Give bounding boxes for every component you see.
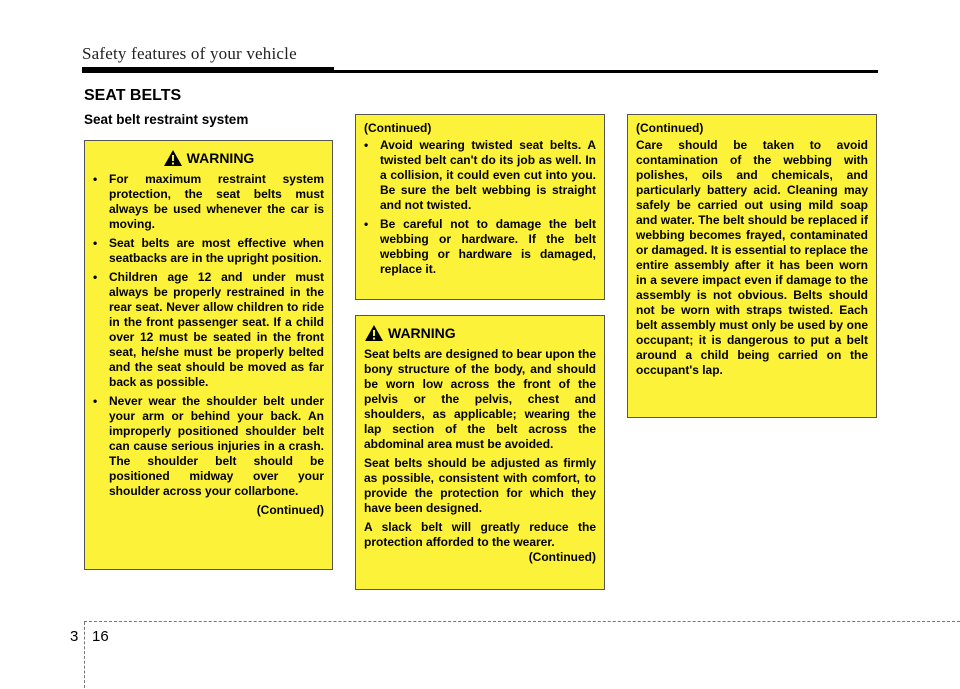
warning-box-3 — [355, 315, 605, 590]
continued-paragraph: Care should be taken to avoid contamination of the webbing with polishes, oils and chemicals, and particularly battery acid. Cleaning may safely be carried out using mild soap and water. The belt should be replaced if webbing becomes frayed, contaminated or damaged. It is essential to replace the entire assembly after it has been worn in a severe impact even if damage to the assembly is not obvious. Belts should not be worn with straps twisted. Each belt assembly must only be used by one occupant; it is dangerous to put a belt around a child being carried on the occupant's lap. — [636, 138, 868, 377]
list-item: • Seat belts are most effective when seatbacks are in the upright position. — [93, 236, 324, 265]
list-item: • For maximum restraint system protection, the seat belts must always be used whenever the car is moving. — [93, 172, 324, 231]
list-item: • Avoid wearing twisted seat belts. A twisted belt can't do its job as well. In a collision, it could even cut into you. Be sure the belt webbing is straight and not twisted. — [364, 138, 596, 212]
warning-box-1 — [84, 140, 333, 570]
warning-triangle-icon — [163, 149, 183, 167]
section-title: SEAT BELTS — [84, 87, 182, 104]
warning-heading: WARNING — [364, 324, 596, 342]
warning-list-1 — [93, 172, 324, 499]
page-number: 16 — [92, 628, 109, 645]
warning-paragraph: Seat belts should be adjusted as firmly as possible, consistent with comfort, to provide the protection for which they have been designed. — [364, 456, 596, 515]
header-rule — [82, 70, 878, 73]
warning-triangle-icon — [364, 324, 384, 342]
list-item: • Children age 12 and under must always be properly restrained in the rear seat. Never allow children to ride in the front passenger seat. If a child over 12 must be seated in the front seat, he/she must be properly belted and the seat should be moved as far back as possible. — [93, 270, 324, 389]
continued-label: (Continued) — [256, 503, 324, 517]
continued-box-4 — [627, 114, 877, 418]
warning-list-2 — [364, 138, 596, 277]
warning-paragraph: A slack belt will greatly reduce the protection afforded to the wearer. — [364, 520, 596, 549]
list-item: • Be careful not to damage the belt webbing or hardware. If the belt webbing or hardware is damaged, replace it. — [364, 217, 596, 276]
continued-label: (Continued) — [528, 550, 596, 564]
subsection-title: Seat belt restraint system — [84, 112, 249, 127]
header-title: Safety features of your vehicle — [82, 44, 297, 63]
chapter-number: 3 — [70, 628, 79, 645]
list-item: • Never wear the shoulder belt under your arm or behind your back. An improperly positioned shoulder belt can cause serious injuries in a crash. The shoulder belt should be positioned midway over your shoulder across your collarbone. — [93, 394, 324, 498]
footer-rule — [84, 621, 960, 622]
continued-lead: (Continued) — [636, 121, 704, 135]
warning-paragraph: Seat belts are designed to bear upon the bony structure of the body, and should be worn low across the front of the pelvis or the pelvis, chest and shoulders, as applicable; wearing the lap section of the belt across the abdominal area must be avoided. — [364, 347, 596, 451]
continued-box-2 — [355, 114, 605, 300]
continued-lead: (Continued) — [364, 121, 432, 135]
footer-divider — [84, 622, 86, 688]
warning-heading: WARNING — [93, 149, 324, 167]
